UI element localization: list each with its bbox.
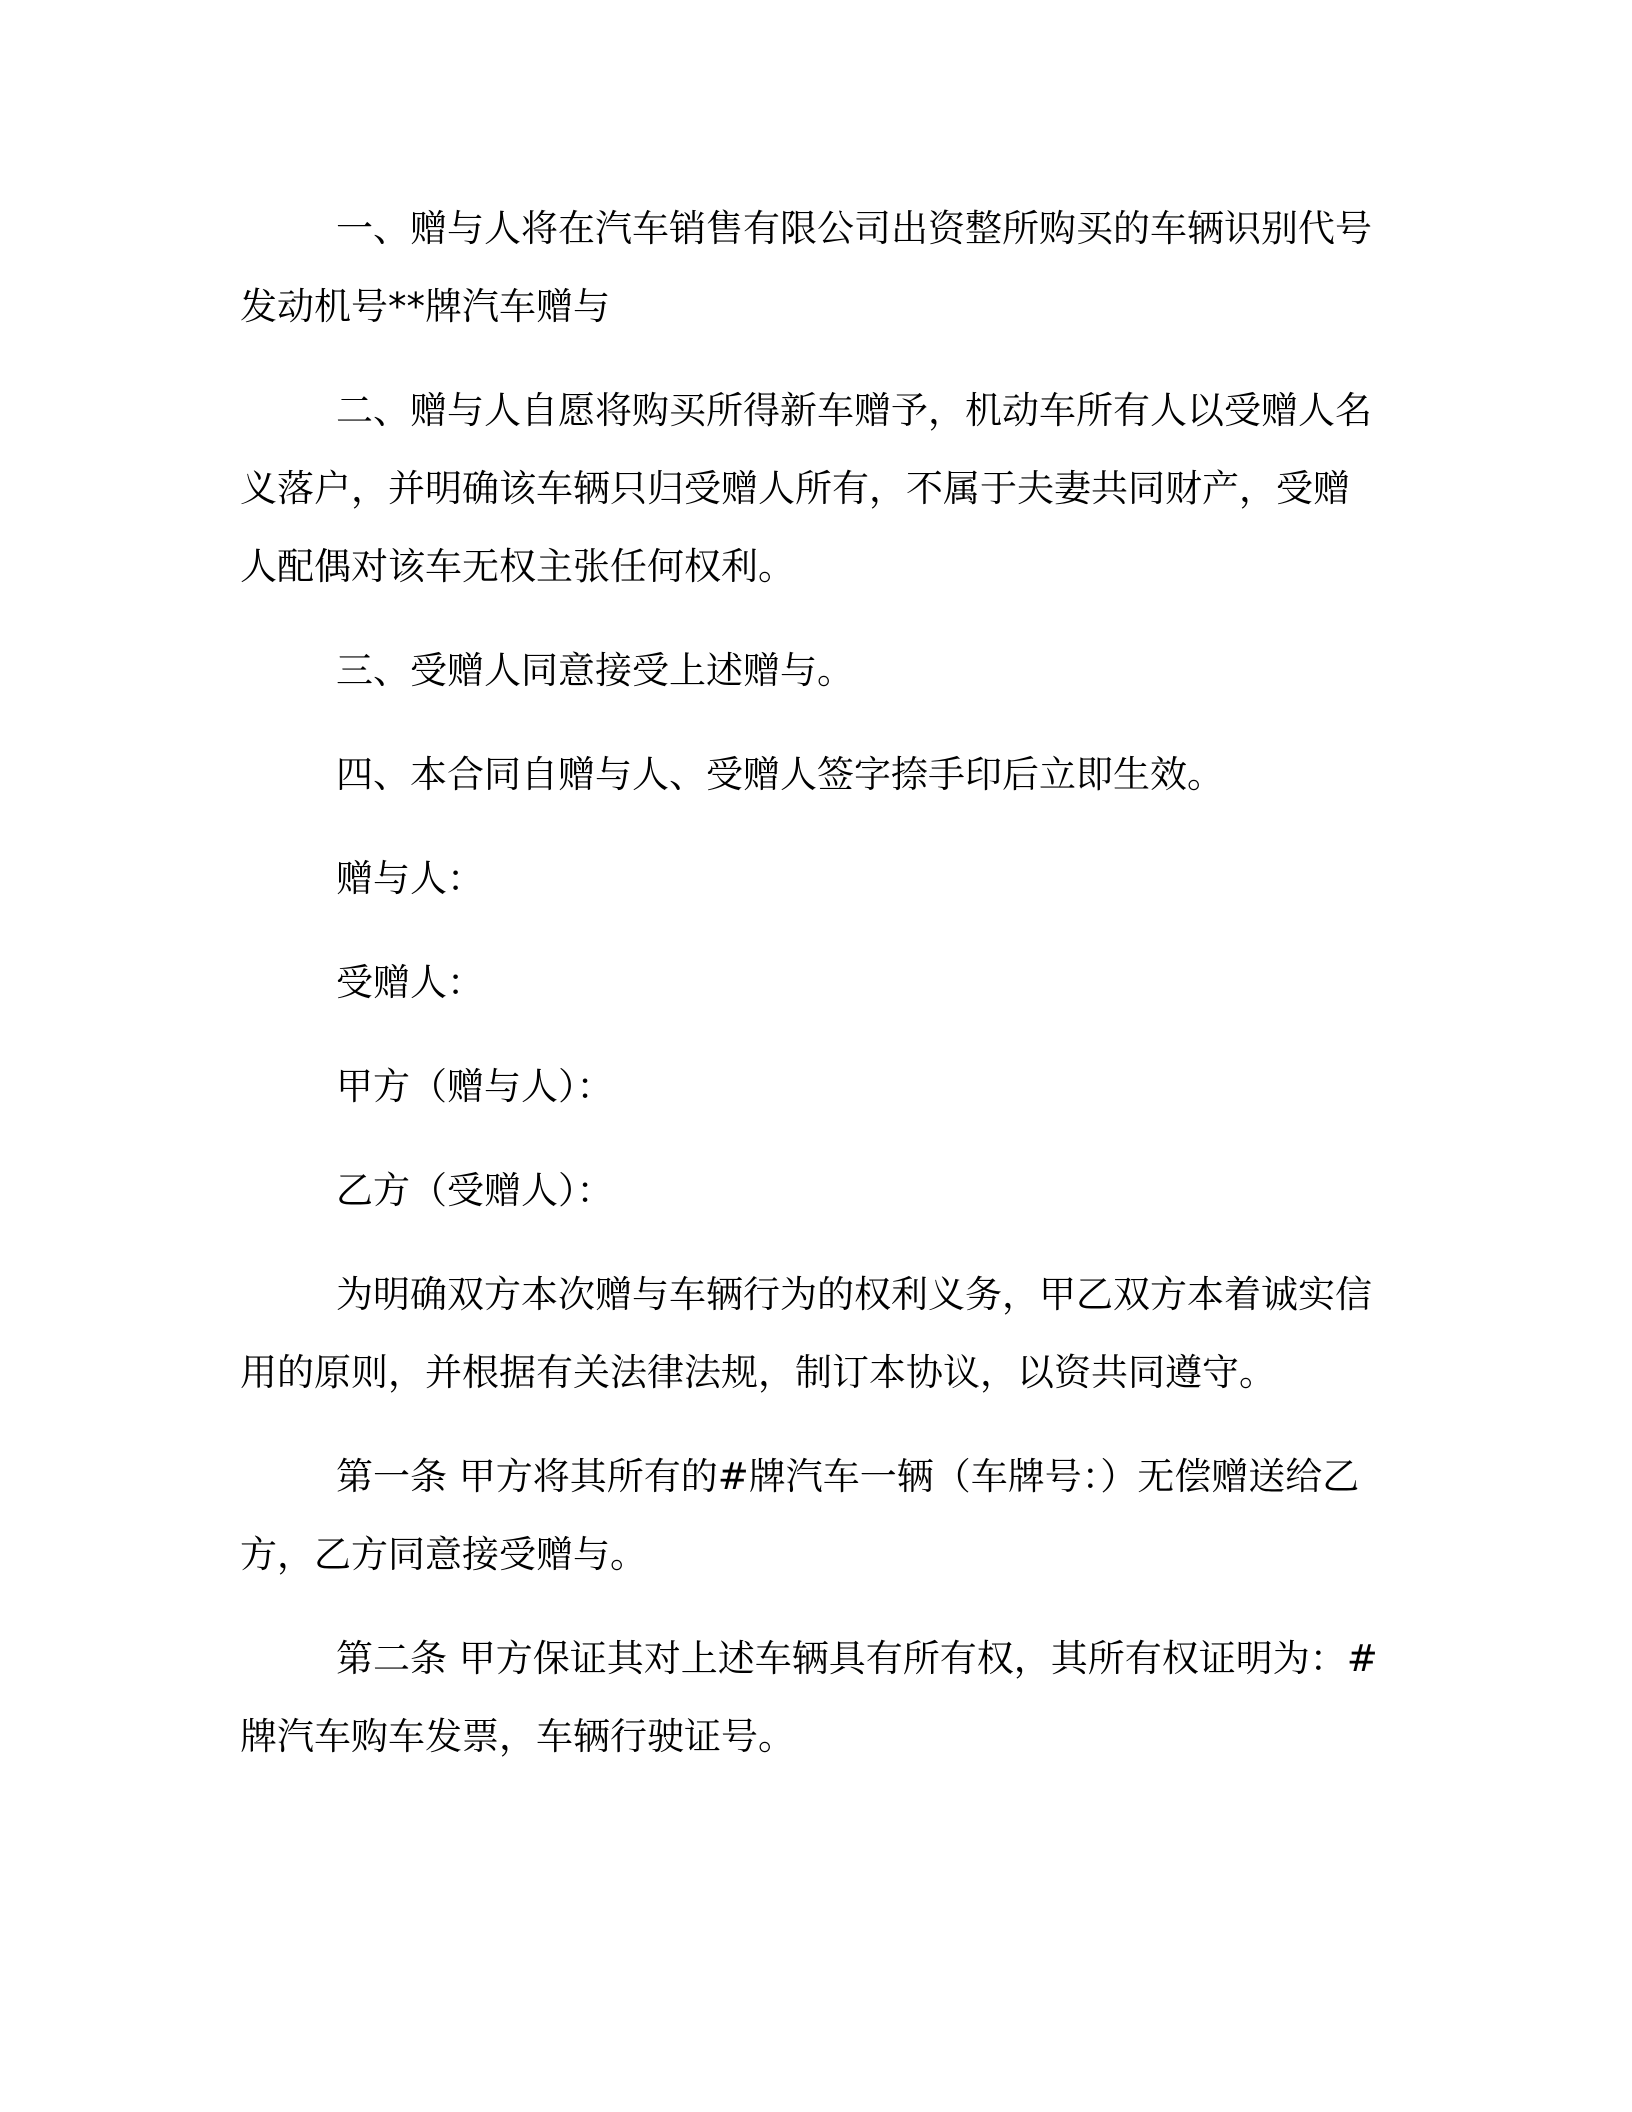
- clause-4: 四、本合同自赠与人、受赠人签字捺手印后立即生效。: [336, 753, 1224, 796]
- clause-2: 二、赠与人自愿将购买所得新车赠予，机动车所有人以受赠人名义落户，并明确该车辆只归受赠人所有，不属于夫妻共同财产，受赠人配偶对该车无权主张任何权利。: [240, 389, 1372, 588]
- clause-1: 一、赠与人将在汽车销售有限公司出资整所购买的车辆识别代号发动机号**牌汽车赠与: [240, 207, 1372, 328]
- party-a-line: 甲方（赠与人）：: [336, 1065, 614, 1108]
- article-1: 第一条 甲方将其所有的#牌汽车一辆（车牌号：）无偿赠送给乙方，乙方同意接受赠与。: [240, 1455, 1360, 1576]
- document-body: [240, 190, 1380, 1802]
- article-2: 第二条 甲方保证其对上述车辆具有所有权，其所有权证明为：#牌汽车购车发票，车辆行驶证号。: [240, 1637, 1378, 1758]
- clause-3: 三、受赠人同意接受上述赠与。: [336, 649, 854, 692]
- donor-signature-line: 赠与人：: [336, 857, 484, 900]
- donee-signature-line: 受赠人：: [336, 961, 484, 1004]
- party-b-line: 乙方（受赠人）：: [336, 1169, 614, 1212]
- agreement-preamble: 为明确双方本次赠与车辆行为的权利义务，甲乙双方本着诚实信用的原则，并根据有关法律法规，制订本协议，以资共同遵守。: [240, 1273, 1372, 1394]
